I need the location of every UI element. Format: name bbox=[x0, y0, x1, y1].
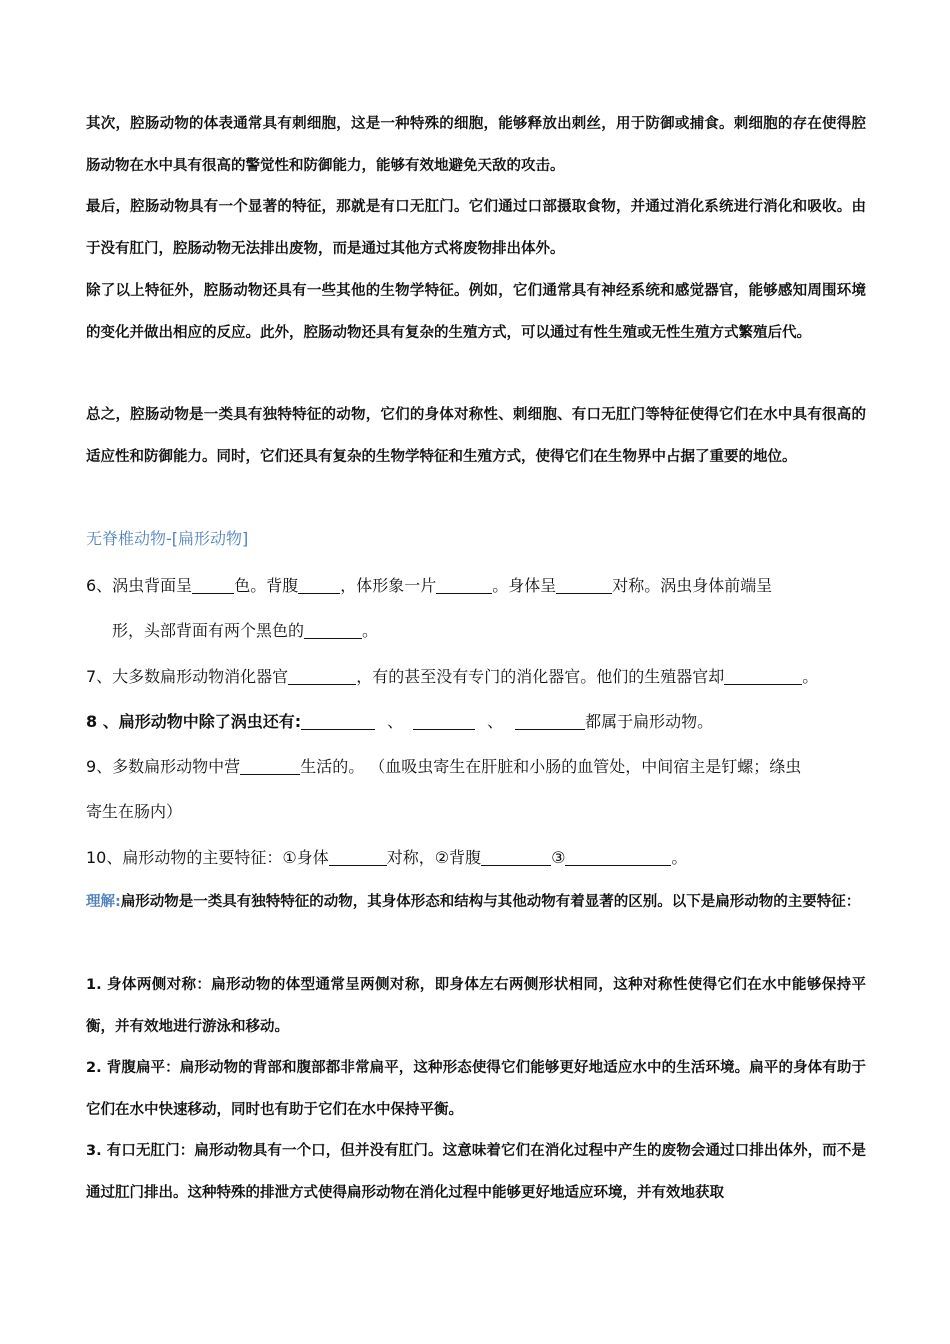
paragraph-stinging-cells: 其次，腔肠动物的体表通常具有刺细胞，这是一种特殊的细胞，能够释放出刺丝，用于防御或捕食。刺细胞的存在使得腔肠动物在水中具有很高的警觉性和防御能力，能够有效地避免天敌的攻击。 bbox=[86, 116, 866, 174]
question-10: 10、扁形动物的主要特征：①身体 对称，②背腹 ③ 。 bbox=[86, 848, 688, 867]
blank-7-1[interactable] bbox=[288, 668, 356, 685]
blank-7-2[interactable] bbox=[724, 668, 802, 685]
blank-6-3[interactable] bbox=[436, 577, 492, 594]
blank-9-1[interactable] bbox=[240, 758, 300, 775]
question-9-line-2: 寄生在肠内） bbox=[86, 802, 183, 821]
question-6-line-2: 形，头部背面有两个黑色的 。 bbox=[112, 621, 379, 640]
question-8: 8 、扁形动物中除了涡虫还有: 、 、 都属于扁形动物。 bbox=[86, 712, 714, 731]
question-7: 7、大多数扁形动物消化器官 ，有的甚至没有专门的消化器官。他们的生殖器官却 。 bbox=[86, 667, 819, 686]
blank-10-3[interactable] bbox=[565, 849, 671, 866]
blank-10-2[interactable] bbox=[481, 849, 551, 866]
paragraph-mouth-no-anus: 最后，腔肠动物具有一个显著的特征，那就是有口无肛门。它们通过口部摄取食物，并通过消化系统进行消化和吸收。由于没有肛门，腔肠动物无法排出废物，而是通过其他方式将废物排出体外。 bbox=[86, 199, 866, 257]
question-9-line-1: 9、多数扁形动物中营 生活的。 （血吸虫寄生在肝脏和小肠的血管处，中间宿主是钉螺；绦虫 bbox=[86, 757, 802, 776]
blank-6-1[interactable] bbox=[192, 577, 234, 594]
question-6-line-1: 6、涡虫背面呈 色。背腹 ，体形象一片 。身体呈 对称。涡虫身体前端呈 bbox=[86, 576, 773, 595]
paragraph-summary: 总之，腔肠动物是一类具有独特特征的动物，它们的身体对称性、刺细胞、有口无肛门等特征使得它们在水中具有很高的适应性和防御能力。同时，它们还具有复杂的生物学特征和生殖方式，使得它们在生物界中占据了重要的地位。 bbox=[86, 407, 866, 465]
point-1: 1. 身体两侧对称：扁形动物的体型通常呈两侧对称，即身体左右两侧形状相同，这种对称性使得它们在水中能够保持平衡，并有效地进行游泳和移动。 bbox=[86, 977, 866, 1035]
understanding-paragraph: 理解:扁形动物是一类具有独特特征的动物，其身体形态和结构与其他动物有着显著的区别。以下是扁形动物的主要特征： bbox=[86, 894, 861, 910]
blank-10-1[interactable] bbox=[329, 849, 387, 866]
blank-6-2[interactable] bbox=[298, 577, 340, 594]
understanding-label: 理解: bbox=[86, 894, 121, 910]
blank-8-1[interactable] bbox=[301, 713, 375, 730]
paragraph-other-features: 除了以上特征外，腔肠动物还具有一些其他的生物学特征。例如，它们通常具有神经系统和感觉器官，能够感知周围环境的变化并做出相应的反应。此外，腔肠动物还具有复杂的生殖方式，可以通过有性生殖或无性生殖方式繁殖后代。 bbox=[86, 283, 866, 341]
blank-8-2[interactable] bbox=[413, 713, 475, 730]
section-heading: 无脊椎动物-[扁形动物] bbox=[86, 529, 249, 548]
blank-6-5[interactable] bbox=[304, 622, 362, 639]
blank-6-4[interactable] bbox=[556, 577, 612, 594]
point-3: 3. 有口无肛门：扁形动物具有一个口，但并没有肛门。这意味着它们在消化过程中产生的废物会通过口排出体外，而不是通过肛门排出。这种特殊的排泄方式使得扁形动物在消化过程中能够更好地适应环境，并有效地获取 bbox=[86, 1143, 866, 1201]
point-2: 2. 背腹扁平：扁形动物的背部和腹部都非常扁平，这种形态使得它们能够更好地适应水中的生活环境。扁平的身体有助于它们在水中快速移动，同时也有助于它们在水中保持平衡。 bbox=[86, 1060, 866, 1118]
blank-8-3[interactable] bbox=[515, 713, 585, 730]
